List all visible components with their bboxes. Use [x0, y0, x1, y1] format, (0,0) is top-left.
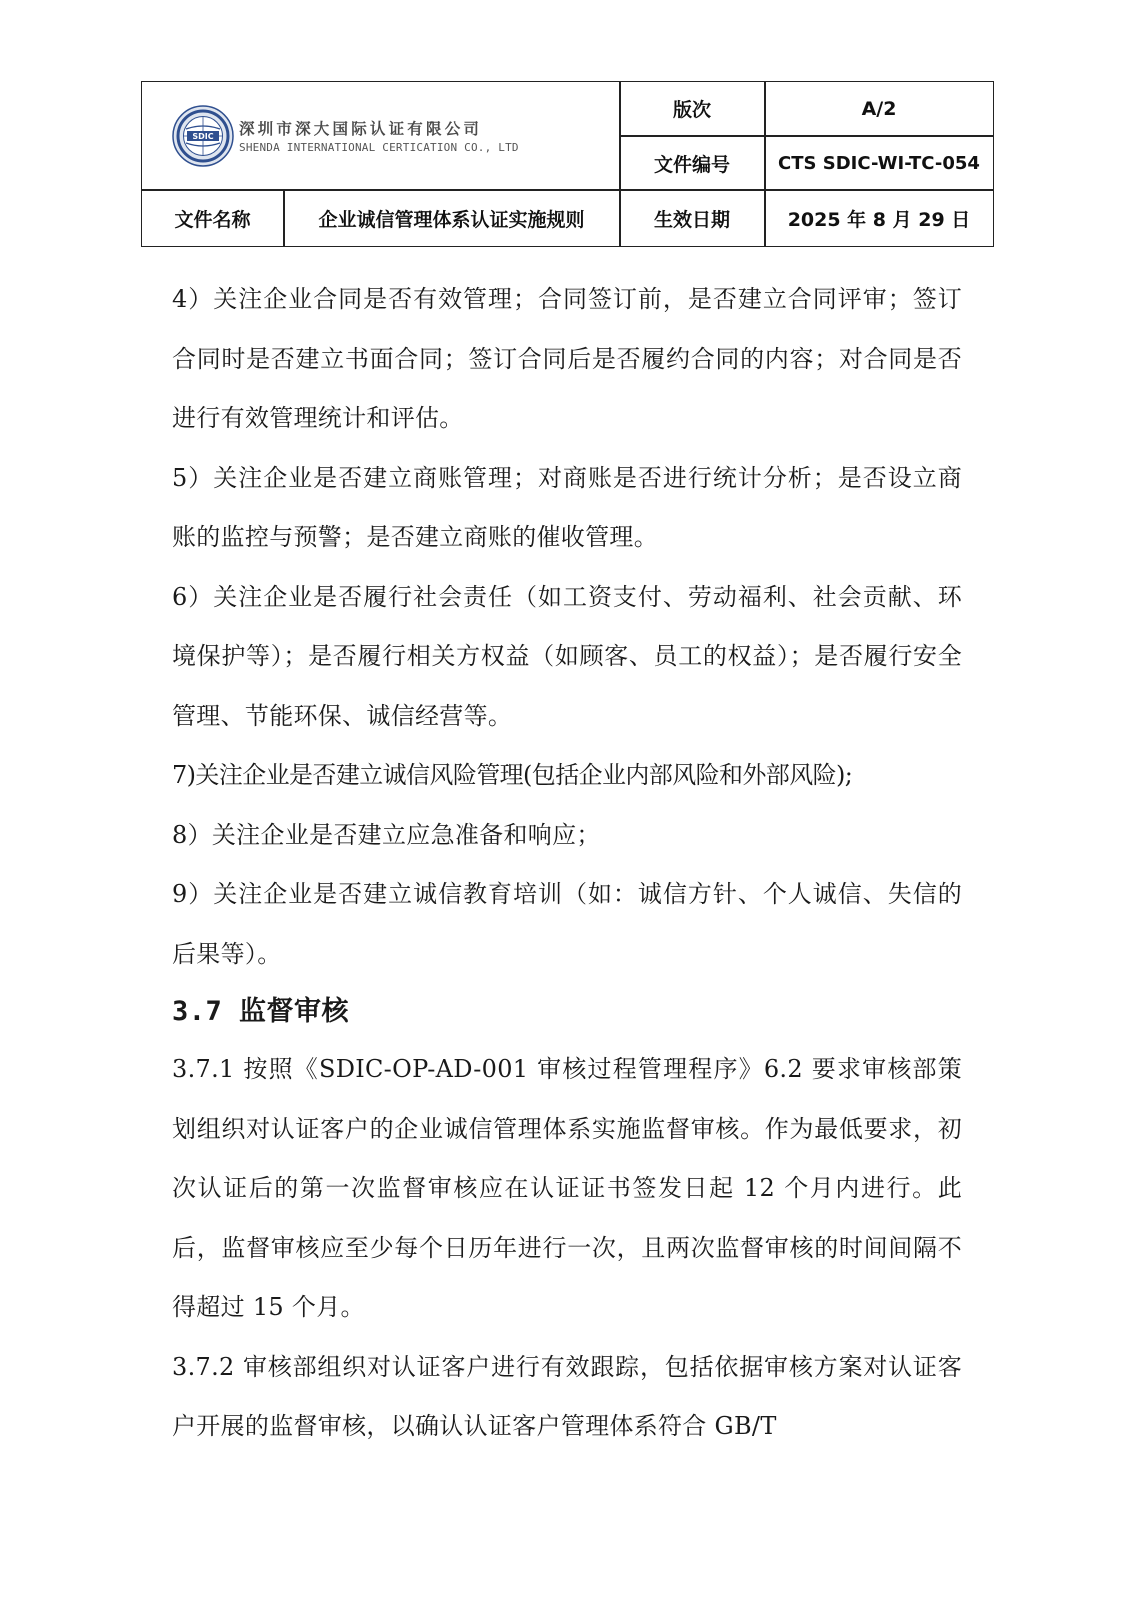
company-name-cn: 深圳市深大国际认证有限公司: [239, 120, 483, 138]
document-header-table: [141, 81, 994, 247]
document-number-value: CTS SDIC-WI-TC-054: [778, 152, 980, 174]
paragraph-item-6: 6）关注企业是否履行社会责任（如工资支付、劳动福利、社会贡献、环境保护等）；是否履行相关方权益（如顾客、员工的权益）；是否履行安全管理、节能环保、诚信经营等。: [172, 582, 962, 730]
document-name-label: 文件名称: [174, 209, 251, 231]
section-heading-3-7: 3.7 监督审核: [172, 996, 350, 1027]
document-body: [172, 270, 962, 1457]
paragraph-item-8: 8）关注企业是否建立应急准备和响应；: [172, 820, 601, 849]
paragraph-item-9: 9）关注企业是否建立诚信教育培训（如：诚信方针、个人诚信、失信的后果等）。: [172, 880, 962, 968]
company-seal-logo: [172, 105, 234, 167]
seal-logo-text: SDIC: [192, 132, 214, 141]
paragraph-3-7-2: 3.7.2 审核部组织对认证客户进行有效跟踪，包括依据审核方案对认证客户开展的监督审核，以确认认证客户管理体系符合 GB/T: [172, 1352, 962, 1440]
effective-date-value: 2025 年 8 月 29 日: [787, 209, 971, 231]
document-name-value: 企业诚信管理体系认证实施规则: [318, 209, 585, 231]
paragraph-item-4: 4）关注企业合同是否有效管理；合同签订前，是否建立合同评审；签订合同时是否建立书面合同；签订合同后是否履约合同的内容；对合同是否进行有效管理统计和评估。: [172, 285, 962, 432]
edition-label: 版次: [672, 99, 711, 121]
paragraph-3-7-1: 3.7.1 按照《SDIC-OP-AD-001 审核过程管理程序》6.2 要求审核部策划组织对认证客户的企业诚信管理体系实施监督审核。作为最低要求，初次认证后的第一次监督审核应在认证证书签发日起 12 个月内进行。此后，监督审核应至少每个日历年进行一次，且两次监督审核的时间间隔不得超过 15 个月。: [172, 1055, 962, 1321]
effective-date-label: 生效日期: [653, 209, 730, 231]
paragraph-item-7: 7)关注企业是否建立诚信风险管理(包括企业内部风险和外部风险);: [172, 761, 853, 789]
company-logo-area: [142, 82, 620, 191]
edition-value: A/2: [861, 97, 897, 120]
document-number-label: 文件编号: [653, 153, 730, 176]
company-name-en: SHENDA INTERNATIONAL CERTICATION CO., LTD: [239, 141, 519, 154]
paragraph-item-5: 5）关注企业是否建立商账管理；对商账是否进行统计分析；是否设立商账的监控与预警；是否建立商账的催收管理。: [172, 463, 962, 551]
